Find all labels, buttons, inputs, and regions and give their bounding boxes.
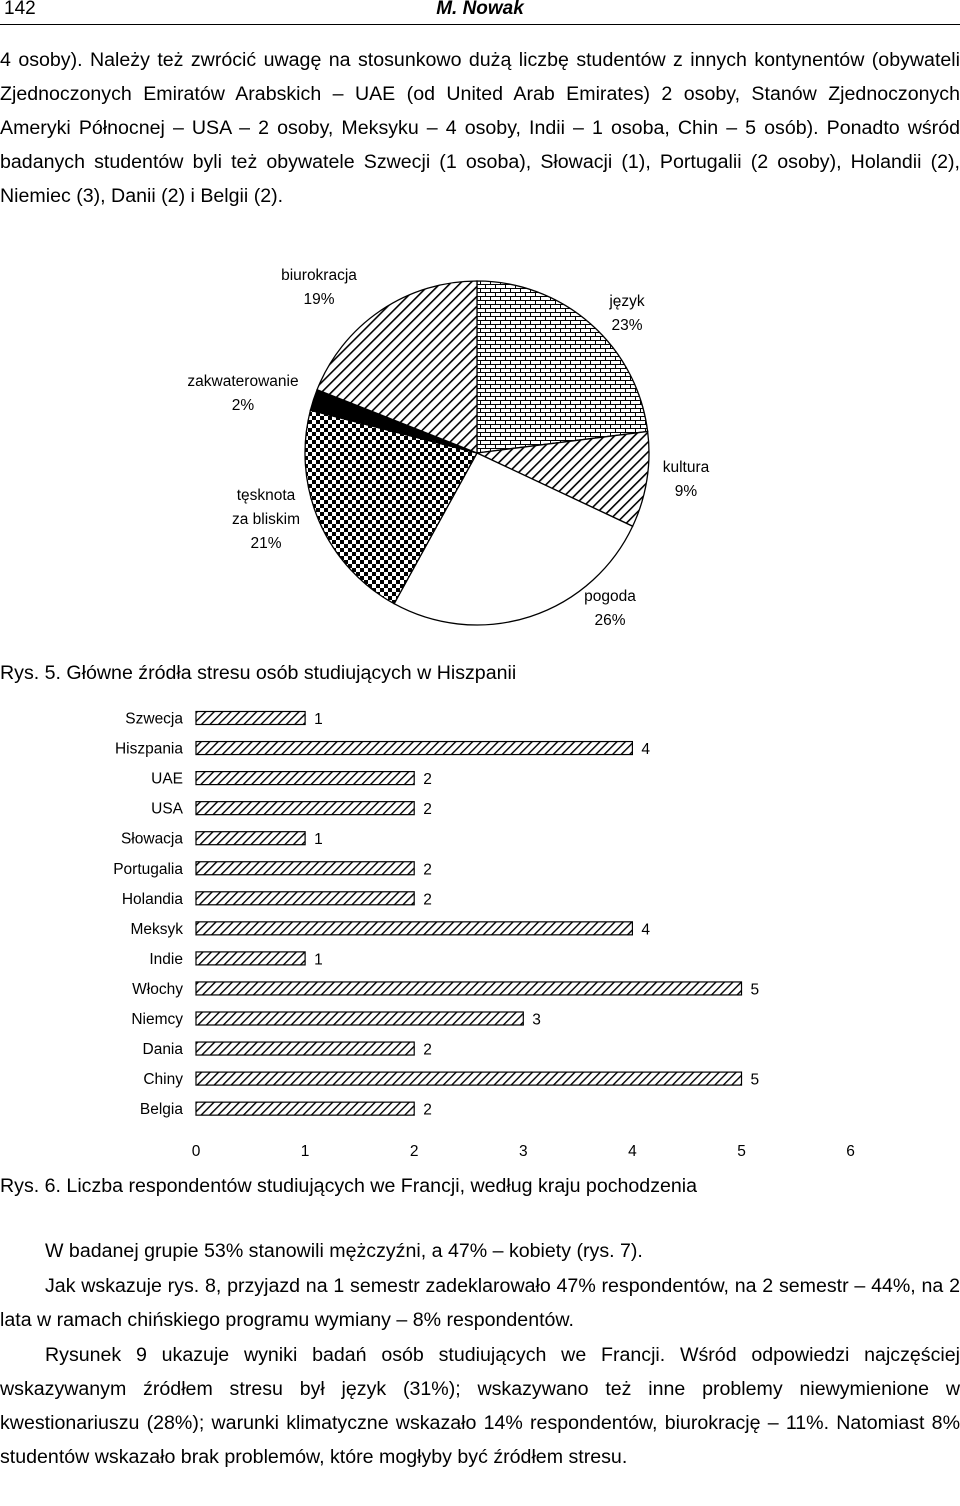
bar-value-label-niemcy: 3 [532,1011,541,1029]
bar-category-label-chiny: Chiny [143,1071,183,1089]
bar-niemcy [196,1012,523,1025]
bar-value-label-dania: 2 [423,1041,432,1059]
bar-value-label-meksyk: 4 [641,921,651,939]
figure-caption-6: Rys. 6. Liczba respondentów studiujących we Francji, według kraju pochodzenia [0,1175,698,1197]
x-tick-label-4: 4 [628,1143,637,1160]
body-paragraph-3: Jak wskazuje rys. 8, przyjazd na 1 semestr zadeklarowało 47% respondentów, na 2 semestr – 44%, na 2 lata w ramach chińskiego programu wymiany – 8% respondentów. [0,1275,960,1331]
bar-indie [196,952,305,965]
pie-label-jezyk: język 23% [609,293,645,334]
bar-value-label-uae: 2 [423,771,432,789]
bar-category-label-slowacja: Słowacja [120,830,183,848]
bar-value-label-portugalia: 2 [423,861,432,879]
bar-category-label-meksyk: Meksyk [130,920,183,938]
x-tick-label-1: 1 [300,1143,310,1160]
bar-dania [196,1042,414,1055]
bar-value-label-belgia: 2 [423,1101,432,1119]
bar-category-label-dania: Dania [142,1041,183,1059]
bar-category-label-indie: Indie [149,950,183,968]
bar-category-label-usa: USA [151,800,183,818]
pie-label-zakwaterowanie: zakwaterowanie 2% [187,373,299,414]
pie-label-biurokracja: biurokracja 19% [281,267,357,308]
bar-portugalia [196,862,414,875]
bar-holandia [196,892,414,905]
bar-usa [196,802,414,815]
bar-value-label-hiszpania: 4 [641,741,651,759]
bar-category-label-holandia: Holandia [121,890,183,908]
x-tick-label-6: 6 [846,1143,855,1160]
pie-label-pogoda: pogoda 26% [584,588,636,629]
bar-category-label-uae: UAE [151,770,183,788]
x-tick-label-3: 3 [518,1143,528,1160]
x-tick-label-5: 5 [737,1143,746,1160]
bar-slowacja [196,832,305,845]
bar-value-label-chiny: 5 [750,1071,760,1089]
bar-category-label-belgia: Belgia [139,1101,183,1119]
bar-value-label-holandia: 2 [423,891,432,909]
bar-category-label-portugalia: Portugalia [113,860,183,878]
bar-category-label-hiszpania: Hiszpania [114,740,183,758]
bar-category-label-niemcy: Niemcy [131,1011,183,1028]
body-paragraph-4: Rysunek 9 ukazuje wyniki badań osób studiujących we Francji. Wśród odpowiedzi najczęściej wskazywanym źródłem stresu był język (31%); wskazywano też inne problemy niewymienione w kwestionariuszu (28%); warunki klimatyczne wskazało 14% respondentów, biurokrację – 11%. Natomiast 8% studentów wskazało brak problemów, które mogłyby być źródłem stresu. [0,1344,960,1468]
x-tick-label-2: 2 [409,1143,419,1160]
bar-uae [196,772,414,785]
bar-category-label-szwecja: Szwecja [125,710,183,728]
bar-category-label-wlochy: Włochy [132,980,183,998]
x-tick-label-0: 0 [191,1143,201,1160]
page-number: 142 [4,0,36,19]
bar-value-label-wlochy: 5 [750,981,760,999]
body-paragraph-1: 4 osoby). Należy też zwrócić uwagę na stosunkowo dużą liczbę studentów z innych kontynentów (obywateli Zjednoczonych Emiratów Arabskich – UAE (od United Arab Emirates) 2 osoby, Stanów Zjednoczonych Ameryki Północnej – USA – 2 osoby, Meksyku – 4 osoby, Indii – 1 osoba, Chin – 5 osób). Ponadto wśród badanych studentów byli też obywatele Szwecji (1 osoba), Słowacji (1), Portugalii (2 osoby), Holandii (2), Niemiec (3), Danii (2) i Belgii (2). [0,49,960,207]
bar-value-label-slowacja: 1 [314,831,323,849]
bar-value-label-indie: 1 [314,951,323,969]
pie-label-kultura: kultura 9% [662,459,710,500]
bar-szwecja [196,712,305,725]
bar-meksyk [196,922,632,935]
bar-chiny [196,1072,742,1085]
bar-value-label-szwecja: 1 [314,711,323,728]
running-head-author: M. Nowak [436,0,524,19]
body-paragraph-2: W badanej grupie 53% stanowili mężczyźni, a 47% – kobiety (rys. 7). [45,1240,643,1262]
bar-value-label-usa: 2 [423,801,432,819]
pie-label-tesknota-za-bliskim: tęsknota za bliskim 21% [231,487,301,552]
bar-hiszpania [196,742,632,755]
bar-wlochy [196,982,742,995]
figure-caption-5: Rys. 5. Główne źródła stresu osób studiujących w Hiszpanii [0,662,517,684]
bar-belgia [196,1102,414,1115]
